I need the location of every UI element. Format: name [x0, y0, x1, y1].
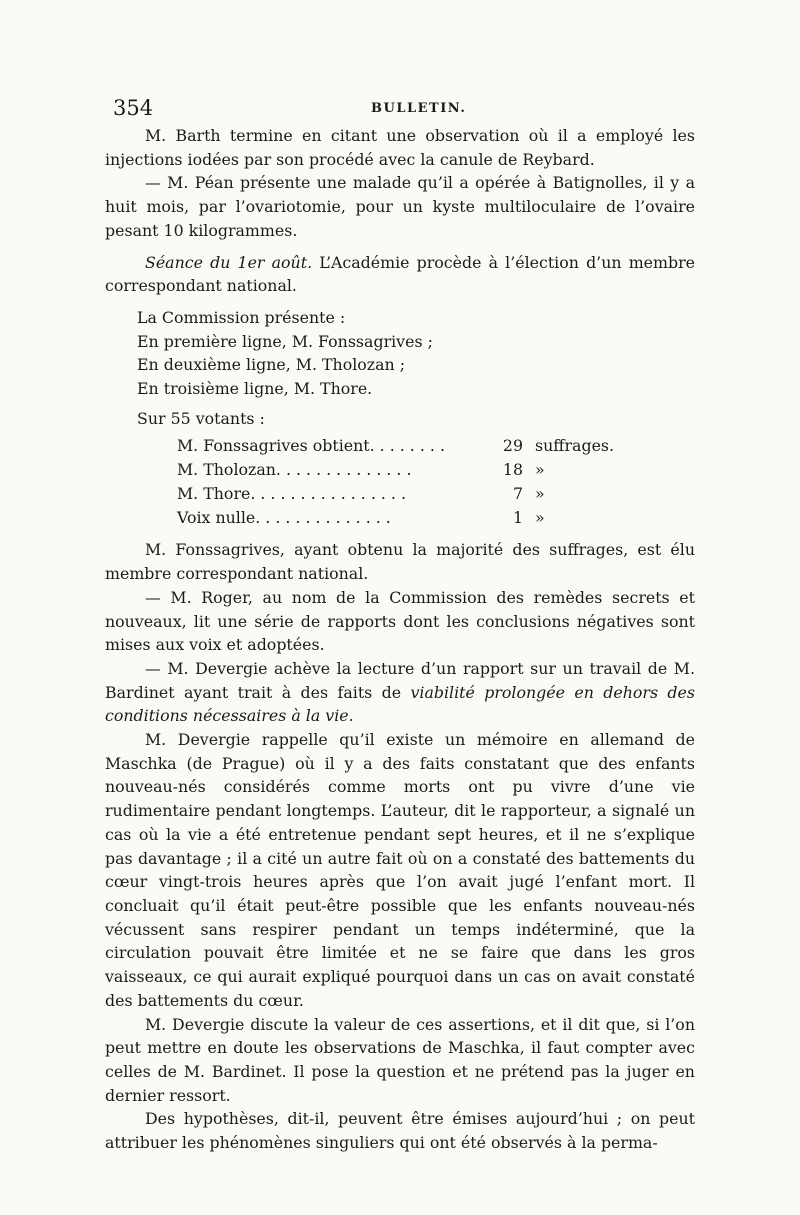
vote-name: M. Thore. . . . . . . . . . . . . . . .	[177, 484, 407, 504]
devergie-italic: viabilité prolongée en dehors des conditions nécessaires à la vie.	[105, 682, 695, 726]
paragraph-election: M. Fonssagrives, ayant obtenu la majorité des suffrages, est élu membre correspondant national.	[105, 540, 695, 584]
vote-row	[177, 482, 635, 506]
commission-item: En première ligne, M. Fonssagrives ;	[137, 331, 433, 351]
paragraph-barth: M. Barth termine en citant une observation où il a employé les injections iodées par son procédé avec la canule de Reybard.	[105, 126, 695, 169]
paragraph-devergie-rapport	[105, 657, 695, 728]
vote-row	[177, 434, 635, 458]
page-number: 354	[113, 96, 154, 120]
commission-item: En troisième ligne, M. Thore.	[137, 379, 373, 399]
vote-name: M. Tholozan. . . . . . . . . . . . . .	[177, 460, 412, 480]
vote-row	[177, 506, 635, 530]
vote-row	[177, 458, 635, 482]
vote-intro: Sur 55 votants :	[137, 408, 265, 428]
vote-unit: »	[535, 460, 545, 480]
commission-list	[137, 306, 695, 401]
vote-unit: »	[535, 484, 545, 504]
devergie-text: — M. Devergie achève la lecture d’un rapport sur un travail de M. Bardinet ayant trait à des faits de	[105, 658, 695, 702]
seance-text: L’Académie procède à l’élection d’un membre correspondant national.	[105, 252, 696, 296]
vote-count: 1	[512, 508, 523, 528]
paragraph-hypotheses: Des hypothèses, dit-il, peuvent être émises aujourd’hui ; on peut attribuer les phénomènes singuliers qui ont été observés à la perma-	[105, 1109, 695, 1153]
paragraph-roger: — M. Roger, au nom de la Commission des remèdes secrets et nouveaux, lit une série de rapports dont les conclusions négatives sont mises aux voix et adoptées.	[105, 587, 695, 655]
commission-item: En deuxième ligne, M. Tholozan ;	[137, 355, 406, 375]
vote-name: M. Fonssagrives obtient. . . . . . . .	[177, 436, 445, 456]
vote-count: 18	[502, 460, 523, 480]
vote-count: 29	[502, 436, 523, 456]
paragraph-maschka: M. Devergie rappelle qu’il existe un mémoire en allemand de Maschka (de Prague) où il y a des faits constatant que des enfants nouveau-nés considérés comme morts ont pu vivre d’une vie rudimentaire pendant longtemps. L’auteur, dit le rapporteur, a signalé un cas où la vie a été entretenue pendant sept heures, et il ne s’explique pas davantage ; il a cité un autre fait où on a constaté des battements du cœur vingt-trois heures après que l’on avait jugé l’enfant mort. Il concluait qu’il était peut-être possible que les enfants nouveau-nés vécussent sans respirer pendant un temps indéterminé, que la circulation pouvait être limitée et ne se faire que dans les gros vaisseaux, ce qui aurait expliqué pourquoi dans un cas on avait constaté des battements du cœur.	[105, 730, 695, 1010]
vote-count: 7	[512, 484, 523, 504]
running-head: BULLETIN.	[371, 101, 467, 116]
seance-date: Séance du 1er août.	[145, 252, 313, 272]
vote-name: Voix nulle. . . . . . . . . . . . . .	[177, 508, 391, 528]
paragraph-seance	[105, 251, 695, 298]
commission-intro: La Commission présente :	[137, 307, 346, 327]
body-text	[105, 124, 695, 1155]
vote-table	[177, 434, 635, 530]
vote-unit: »	[535, 508, 545, 528]
page-header	[113, 96, 693, 124]
paragraph-pean: — M. Péan présente une malade qu’il a opérée à Batignolles, il y a huit mois, par l’ovariotomie, pour un kyste multiloculaire de l’ovaire pesant 10 kilogrammes.	[105, 173, 695, 240]
paragraph-assertions: M. Devergie discute la valeur de ces assertions, et il dit que, si l’on peut mettre en doute les observations de Maschka, il faut compter avec celles de M. Bardinet. Il pose la question et ne prétend pas la juger en dernier ressort.	[105, 1014, 695, 1105]
vote-unit: suffrages.	[535, 436, 615, 456]
